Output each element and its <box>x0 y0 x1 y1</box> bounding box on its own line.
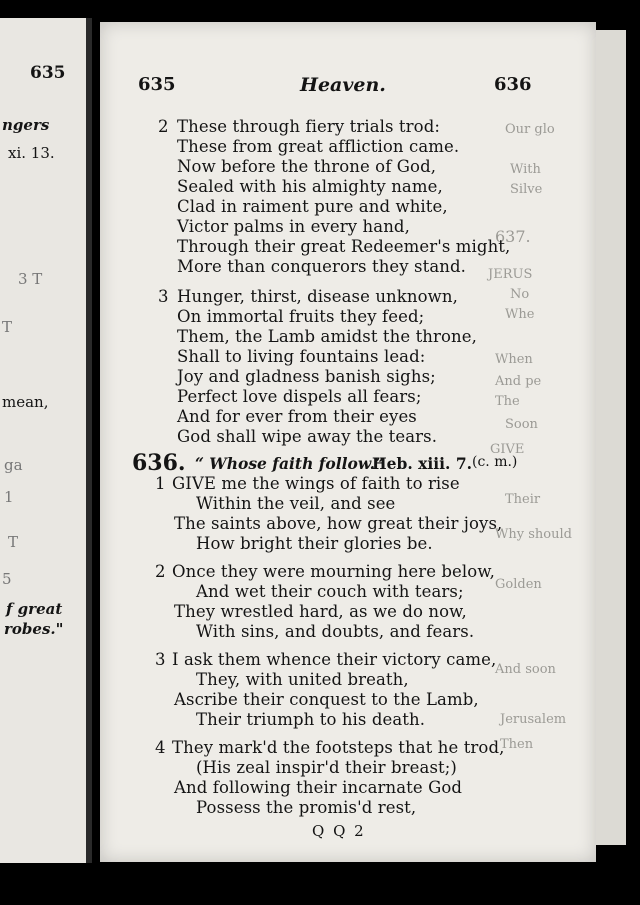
stanza-number: 4 <box>155 738 166 757</box>
verse-line: And wet their couch with tears; <box>196 582 464 601</box>
verse-line: Once they were mourning here below, <box>172 562 495 581</box>
stray-mark: T <box>8 533 19 551</box>
bleed-through-text: With <box>510 162 541 177</box>
right-page-number: 636 <box>494 74 532 95</box>
verse-line: Perfect love dispels all fears; <box>177 387 422 406</box>
verse-line: Their triumph to his death. <box>196 710 426 729</box>
next-page-edge <box>596 30 626 845</box>
bleed-through-text: Our glo <box>505 122 555 137</box>
signature-mark: Q Q 2 <box>312 822 366 840</box>
stray-mark: T <box>2 318 13 336</box>
hymn-epigraph: “ Whose faith follow.” <box>195 454 384 473</box>
scripture-reference: Heb. xiii. 7. <box>372 454 473 473</box>
verse-line: (His zeal inspir'd their breast;) <box>196 758 457 777</box>
bleed-through-text: Their <box>505 492 541 507</box>
verse-line: Them, the Lamb amidst the throne, <box>177 327 477 346</box>
verse-line: And following their incarnate God <box>174 778 463 797</box>
hymnal-page <box>100 22 596 862</box>
verse-line: I ask them whence their victory came, <box>172 650 497 669</box>
bleed-through-text: Golden <box>495 577 542 592</box>
verse-line: On immortal fruits they feed; <box>177 307 425 326</box>
verse-line: And for ever from their eyes <box>177 407 417 426</box>
verse-line: These through fiery trials trod: <box>177 117 441 136</box>
bleed-through-text: No <box>510 287 530 302</box>
verse-line: They mark'd the footsteps that he trod, <box>172 738 505 757</box>
verse-line: Within the veil, and see <box>196 494 396 513</box>
stray-mark: 5 <box>2 570 12 588</box>
stray-mark: ga <box>4 456 23 474</box>
previous-page-strip <box>0 18 92 863</box>
verse-line: God shall wipe away the tears. <box>177 427 438 446</box>
verse-line: More than conquerors they stand. <box>177 257 467 276</box>
bleed-through-text: And pe <box>495 374 542 389</box>
hymn-number: 636. <box>132 450 186 476</box>
bleed-through-text: 637. <box>495 227 531 246</box>
verse-line: Clad in raiment pure and white, <box>177 197 448 216</box>
verse-line: Sealed with his almighty name, <box>177 177 443 196</box>
stanza-number: 3 <box>158 287 169 306</box>
previous-page-number: 635 <box>30 63 66 83</box>
verse-line: Now before the throne of God, <box>177 157 437 176</box>
bleed-through-text: Whe <box>505 307 535 322</box>
previous-page-fragment-1: ngers <box>2 116 50 134</box>
verse-line: How bright their glories be. <box>196 534 433 553</box>
meter-label: (c. m.) <box>472 454 518 470</box>
verse-line: With sins, and doubts, and fears. <box>196 622 475 641</box>
verse-line: Ascribe their conquest to the Lamb, <box>174 690 479 709</box>
bleed-through-text: The <box>495 394 520 409</box>
stray-mark: 1 <box>4 488 14 506</box>
verse-line: These from great affliction came. <box>177 137 460 156</box>
previous-page-fragment-4: f great <box>6 600 63 618</box>
previous-page-fragment-5: robes." <box>4 620 64 638</box>
stanza-number: 2 <box>158 117 169 136</box>
stray-mark: 3 T <box>18 270 43 288</box>
bleed-through-text: Jerusalem <box>500 712 567 727</box>
left-page-number: 635 <box>138 74 176 95</box>
previous-page-fragment-3: mean, <box>2 393 49 411</box>
bleed-through-text: Silve <box>510 182 543 197</box>
verse-line: Shall to living fountains lead: <box>177 347 426 366</box>
bleed-through-text: Then <box>500 737 534 752</box>
bleed-through-text: Why should <box>495 527 572 542</box>
bleed-through-text: And soon <box>495 662 556 677</box>
stanza-number: 1 <box>155 474 166 493</box>
stanza-number: 3 <box>155 650 166 669</box>
verse-line: Victor palms in every hand, <box>177 217 410 236</box>
verse-line: Through their great Redeemer's might, <box>177 237 511 256</box>
bleed-through-text: When <box>495 352 533 367</box>
verse-line: Joy and gladness banish sighs; <box>177 367 436 386</box>
bleed-through-text: GIVE <box>490 442 525 457</box>
verse-line: Hunger, thirst, disease unknown, <box>177 287 458 306</box>
gutter-shadow <box>86 18 92 863</box>
bleed-through-text: Soon <box>505 417 538 432</box>
bleed-through-text: JERUS <box>488 267 533 282</box>
stanza-number: 2 <box>155 562 166 581</box>
verse-line: They wrestled hard, as we do now, <box>174 602 467 621</box>
verse-line: The saints above, how great their joys, <box>174 514 503 533</box>
page-title: Heaven. <box>300 74 386 96</box>
previous-page-fragment-2: xi. 13. <box>8 144 55 162</box>
verse-line: Possess the promis'd rest, <box>196 798 417 817</box>
verse-line: GIVE me the wings of faith to rise <box>172 474 460 493</box>
verse-line: They, with united breath, <box>196 670 409 689</box>
